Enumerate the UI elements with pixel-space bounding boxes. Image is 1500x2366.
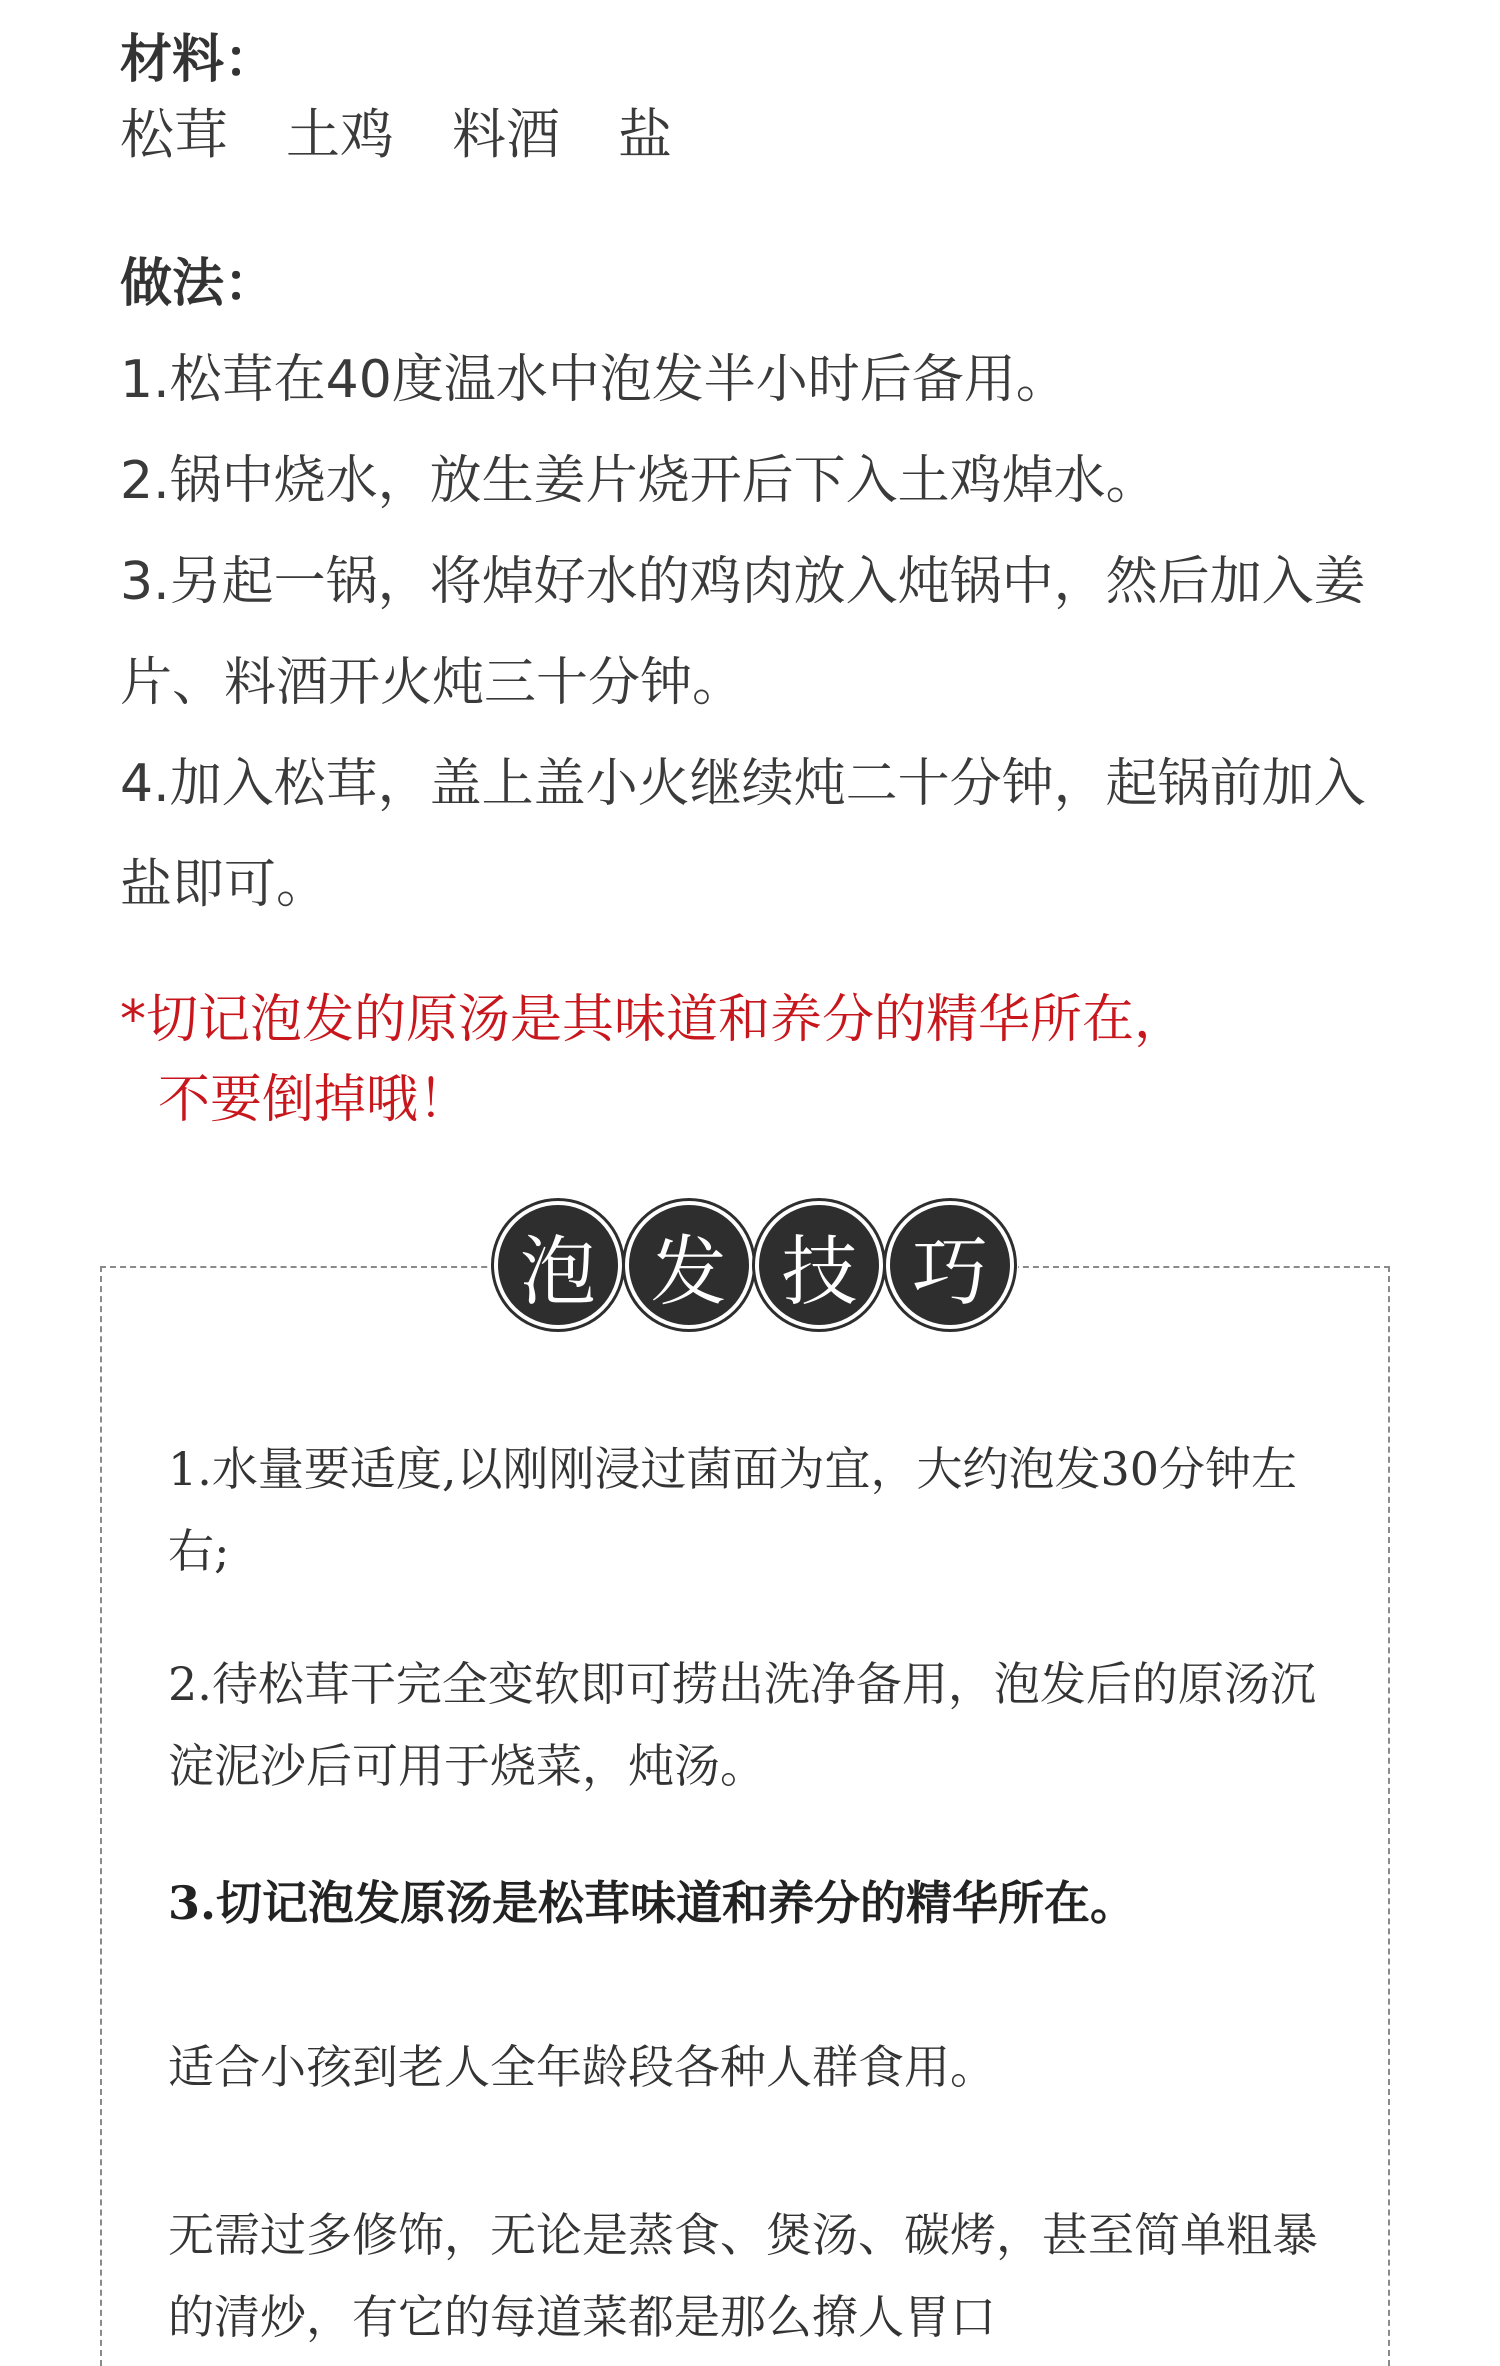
warning-line: 不要倒掉哦！: [158, 1070, 471, 1130]
tips-title-char: 泡: [494, 1201, 622, 1329]
tip-item: 适合小孩到老人全年龄段各种人群食用。: [168, 2040, 996, 2094]
tip-item: 3.切记泡发原汤是松茸味道和养分的精华所在。: [168, 1876, 1137, 1930]
ingredient-item: 松茸: [120, 103, 228, 166]
method-step: 2.锅中烧水，放生姜片烧开后下入土鸡焯水。: [120, 451, 1158, 511]
method-steps: [120, 330, 1410, 936]
tip-item: 无需过多修饰，无论是蒸食、煲汤、碳烤，甚至简单粗暴的清炒，有它的每道菜都是那么撩人胃口: [168, 2208, 1318, 2344]
materials-heading: 材料：: [120, 30, 277, 90]
ingredient-item: 土鸡: [286, 103, 394, 166]
tips-title-char: 发: [625, 1201, 753, 1329]
tips-title-char: 技: [755, 1201, 883, 1329]
method-step: 4.加入松茸，盖上盖小火继续炖二十分钟，起锅前加入盐即可。: [120, 754, 1366, 915]
method-heading: 做法：: [120, 254, 277, 314]
ingredient-item: 盐: [618, 103, 672, 166]
tips-title-char: 巧: [886, 1201, 1014, 1329]
tip-item: 1.水量要适度,以刚刚浸过菌面为宜，大约泡发30分钟左右;: [168, 1442, 1298, 1578]
method-step: 3.另起一锅，将焯好水的鸡肉放入炖锅中，然后加入姜片、料酒开火炖三十分钟。: [120, 552, 1366, 713]
ingredient-item: 料酒: [452, 103, 560, 166]
ingredients-list: [120, 103, 730, 166]
method-step: 1.松茸在40度温水中泡发半小时后备用。: [120, 350, 1068, 410]
warning-note: [120, 980, 1360, 1140]
warning-line: *切记泡发的原汤是其味道和养分的精华所在，: [120, 990, 1187, 1050]
tip-item: 2.待松茸干完全变软即可捞出洗净备用，泡发后的原汤沉淀泥沙后可用于烧菜，炖汤。: [168, 1657, 1316, 1793]
tips-title: [490, 1198, 1018, 1332]
